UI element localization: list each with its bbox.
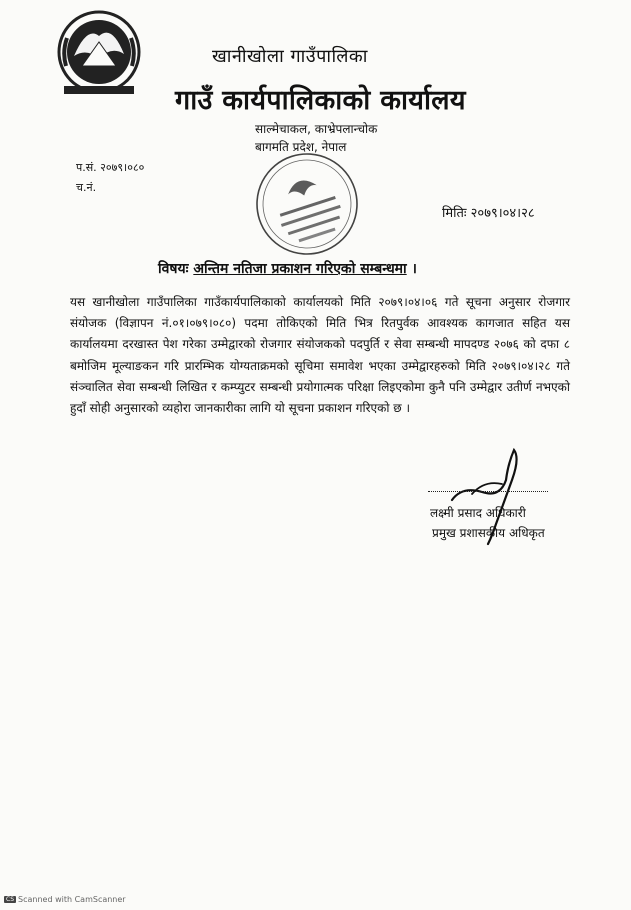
camscanner-badge: CS: [6, 896, 14, 903]
scanner-text: Scanned with CamScanner: [18, 895, 126, 904]
notice-body: यस खानीखोला गाउँपालिका गाउँकार्यपालिकाको कार्यालयको मिति २०७९।०४।०६ गते सूचना अनुसार रोजगार संयोजक (विज्ञापन नं.०१।०७९।०८०) पदमा तोकिएको मिति भित्र रितपुर्वक आवश्यक कागजात सहित यस कार्यालयमा दरखास्त पेश गरेका उम्मेद्वारको रोजगार संयोजकको पदपुर्ति र सेवा सम्बन्धी मापदण्ड २०७६ को दफा ८ बमोजिम मूल्याङकन गरि प्रारम्भिक योग्यताक्रमको सूचिमा समावेश भएका उम्मेद्वारहरुको मिति २०७९।०४।२८ गते संञ्चालित सेवा सम्बन्धी लिखित र कम्प्युटर सम्बन्धी प्रयोगात्मक परिक्षा लिइएकोमा कुनै पनि उम्मेद्वार उतीर्ण नभएको हुदाँ सोही अनुसारको व्यहोरा जानकारीका लागि यो सूचना प्रकाशन गरिएको छ ।: [70, 295, 570, 416]
dispatch-number: च.नं.: [76, 181, 97, 194]
subject-end: ।: [411, 261, 417, 277]
address-line-1: साल्मेचाकल, काभ्रेपलान्चोक: [255, 122, 378, 136]
subject-line: [158, 259, 417, 278]
subject-text: अन्तिम नतिजा प्रकाशन गरिएको सम्बन्धमा: [193, 261, 407, 277]
letter-number: प.सं. २०७९।०८०: [76, 161, 145, 174]
scanner-watermark: [4, 895, 126, 904]
government-emblem-logo: [52, 6, 146, 102]
signatory-name: लक्ष्मी प्रसाद अधिकारी: [430, 506, 526, 520]
address-line-2: बागमति प्रदेश, नेपाल: [255, 140, 347, 154]
letter-date: मितिः २०७९।०४।२८: [442, 206, 535, 221]
office-name: खानीखोला गाउँपालिका: [212, 46, 368, 67]
signature-line: [428, 491, 548, 492]
signatory-title: प्रमुख प्रशासकीय अधिकृत: [432, 526, 545, 540]
subject-label: विषयः: [158, 261, 189, 277]
office-title: गाउँ कार्यपालिकाको कार्यालय: [175, 85, 466, 116]
office-stamp: [248, 145, 366, 263]
